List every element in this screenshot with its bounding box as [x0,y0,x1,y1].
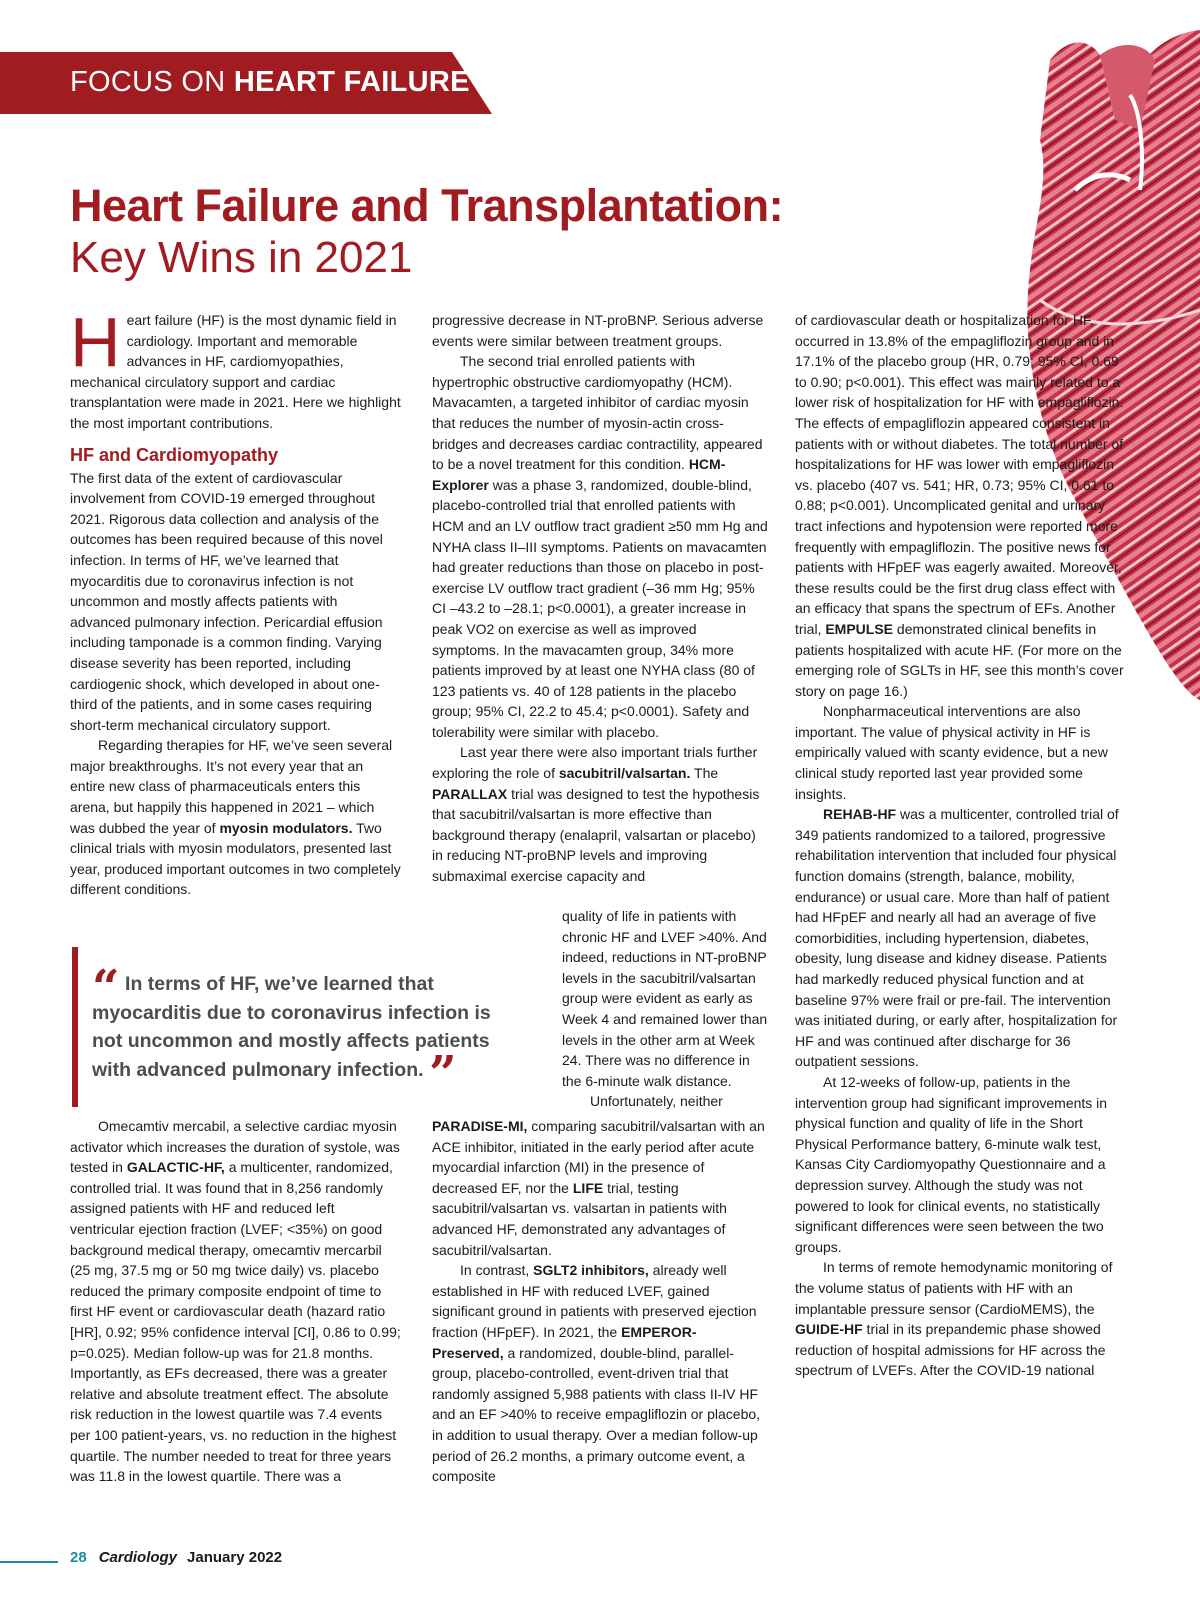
body-paragraph: REHAB-HF was a multicenter, controlled trial of 349 patients randomized to a tailored, progressive rehabilitation intervention that included four physical function domains (strength, balance, mobility, endurance) or usual care. More than half of patient had HFpEF and nearly all had an average of five comorbidities, including hypertension, diabetes, obesity, lung disease and kidney disease. Patients had markedly reduced physical function and at baseline 97% were frail or pre-fail. The intervention was initiated during, or early after, hospitalization for HF and was continued after discharge for 36 outpatient sessions. [795,806,1119,1070]
quote-open-icon: “ [92,960,120,1016]
body-paragraph: The first data of the extent of cardiovascular involvement from COVID-19 emerged throughout 2021. Rigorous data collection and analysis of the outcomes has been required because of this novel infection. In terms of HF, we’ve learned that myocarditis due to coronavirus infection is not uncommon and mostly affects patients with advanced pulmonary infection. Pericardial effusion including tamponade is a common finding. Varying disease severity has been reported, including cardiogenic shock, which developed in about one-third of the patients, and in some cases requiring short-term mechanical circulatory support. [70,469,383,733]
issue-date: January 2022 [187,1549,283,1566]
column-2-narrow: quality of life in patients with chronic HF and LVEF >40%. And indeed, reductions in NT-proBNP levels in the sacubitril/valsartan group were evident as early as Week 4 and remained lower than levels in the other arm at Week 24. There was no difference in the 6-minute walk distance. Unfortunately, neither [562,908,768,1110]
section-banner [0,52,500,114]
pull-quote-bar [72,947,78,1107]
column-3 [795,310,1130,1381]
column-1 [70,303,402,900]
body-paragraph: At 12-weeks of follow-up, patients in the intervention group had significant improvements in physical function and quality of life in the Short Physical Performance battery, 6-minute walk test, Kansas City Cardiomyopathy Questionnaire and a depression survey. Although the study was not powered to look for clinical events, no statistically significant differences were seen between the two groups. [795,1073,1108,1255]
body-paragraph: progressive decrease in NT-proBNP. Serious adverse events were similar between treatment groups. [432,312,764,349]
article-title: Heart Failure and Transplantation: [70,180,784,231]
body-paragraph: In contrast, SGLT2 inhibitors, already well established in HF with reduced LVEF, gained significant ground in patients with preserved ejection fraction (HFpEF). In 2021, the EMPEROR-Preserved, a randomized, double-blind, parallel-group, placebo-controlled, event-driven trial that randomly assigned 5,988 patients with class II-IV HF and an EF >40% to receive empagliflozin or placebo, in addition to usual therapy. Over a median follow-up period of 26.2 months, a primary outcome event, a composite [432,1262,761,1485]
body-paragraph: PARADISE-MI, comparing sacubitril/valsartan with an ACE inhibitor, initiated in the early period after acute myocardial infarction (MI) in the presence of decreased EF, nor the LIFE trial, testing sacubitril/valsartan vs. valsartan in patients with advanced HF, demonstrated any advantages of sacubitril/valsartan. [432,1118,765,1258]
section-heading: HF and Cardiomyopathy [70,444,279,465]
drop-cap: H [70,303,121,381]
column-2-lower [432,1116,768,1487]
column-1-lower [70,1116,402,1487]
page-number: 28 [70,1549,87,1566]
body-paragraph: of cardiovascular death or hospitalization for HF, occurred in 13.8% of the empagliflozin group and in 17.1% of the placebo group (HR, 0.79; 95% CI, 0.69 to 0.90; p<0.001). This effect was mainly related to a lower risk of hospitalization for HF with empagliflozin. The effects of empagliflozin appeared consistent in patients with or without diabetes. The total number of hospitalizations for HF was lower with empagliflozin vs. placebo (407 vs. 541; HR, 0.73; 95% CI, 0.61 to 0.88; p<0.001). Uncomplicated genital and urinary tract infections and hypotension were reported more frequently with empagliflozin. The positive news for patients with HFpEF was eagerly awaited. Moreover, these results could be the first drug class effect with an efficacy that spans the spectrum of EFs. Another trial, EMPULSE demonstrated clinical benefits in patients hospitalized with acute HF. (For more on the emerging role of SGLTs in HF, see this month’s cover story on page 16.) [795,312,1124,699]
body-paragraph: Last year there were also important trials further exploring the role of sacubitril/valsartan. The PARALLAX trial was designed to test the hypothesis that sacubitril/valsartan is more effective than background therapy (enalapril, valsartan or placebo) in reducing NT-proBNP levels and improving submaximal exercise capacity and [432,744,760,885]
pull-quote-text: In terms of HF, we’ve learned that myocarditis due to coronavirus infection is not uncommon and mostly affects patients with advanced pulmonary infection. [92,973,491,1081]
magazine-name: Cardiology [98,1549,178,1566]
footer-rule [0,1561,58,1563]
intro-paragraph: Heart failure (HF) is the most dynamic field in cardiology. Important and memorable advances in HF, cardiomyopathies, mechanical circulatory support and cardiac transplantation were made in 2021. Here we highlight the most important contributions. [70,303,401,431]
quote-close-icon: ” [428,1045,457,1102]
banner-emphasis: HEART FAILURE [233,66,470,98]
body-paragraph: The second trial enrolled patients with hypertrophic obstructive cardiomyopathy (HCM). Mavacamten, a targeted inhibitor of cardiac myosin that reduces the number of myosin-actin cross-bridges and decreases cardiac contractility, appeared to be a novel treatment for this condition. HCM-Explorer was a phase 3, randomized, double-blind, placebo-controlled trial that enrolled patients with HCM and an LV outflow tract gradient ≥50 mm Hg and NYHA class II–III symptoms. Patients on mavacamten had greater reductions than those on placebo in post-exercise LV outflow tract gradient (–36 mm Hg; 95% CI –43.2 to –28.1; p<0.0001), a greater increase in peak VO2 on exercise as well as improved symptoms. In the mavacamten group, 34% more patients improved by at least one NYHA class (80 of 123 patients vs. 40 of 128 patients in the placebo group; 95% CI, 22.2 to 45.4; p<0.0001). Safety and tolerability were similar with placebo. [432,353,768,740]
pull-quote [92,960,522,1102]
banner-label: FOCUS ON HEART FAILURE [70,66,470,98]
body-paragraph: Regarding therapies for HF, we’ve seen several major breakthroughs. It’s not every year that an entire new class of pharmaceuticals enters this arena, but happily this happened in 2021 – which was dubbed the year of myosin modulators. Two clinical trials with myosin modulators, presented last year, produced important outcomes in two completely different conditions. [70,737,401,898]
column-2 [432,310,768,887]
body-paragraph: In terms of remote hemodynamic monitoring of the volume status of patients with HF with an implantable pressure sensor (CardioMEMS), the GUIDE-HF trial in its prepandemic phase showed reduction of hospital admissions for HF across the spectrum of LVEFs. After the COVID-19 national [795,1259,1113,1379]
body-paragraph: Nonpharmaceutical interventions are also important. The value of physical activity in HF is empirically valued with scanty evidence, but a new clinical study reported last year provided some insights. [795,703,1108,802]
article-subtitle: Key Wins in 2021 [70,233,413,282]
body-paragraph: Omecamtiv mercabil, a selective cardiac myosin activator which increases the duration of systole, was tested in GALACTIC-HF, a multicenter, randomized, controlled trial. It was found that in 8,256 randomly assigned patients with HF and reduced left ventricular ejection fraction (LVEF; <35%) on good background medical therapy, omecamtiv mercarbil (25 mg, 37.5 mg or 50 mg twice daily) vs. placebo reduced the primary composite endpoint of time to first HF event or cardiovascular death (hazard ratio [HR], 0.92; 95% confidence interval [CI], 0.86 to 0.99; p=0.025). Median follow-up was for 21.8 months. Importantly, as EFs decreased, there was a greater relative and absolute treatment effect. The absolute risk reduction in the lowest quartile was 7.4 events per 100 patient-years, vs. no reduction in the highest quartile. The number needed to treat for three years was 11.8 in the lowest quartile. There was a [70,1118,401,1485]
page-footer [70,1549,282,1566]
